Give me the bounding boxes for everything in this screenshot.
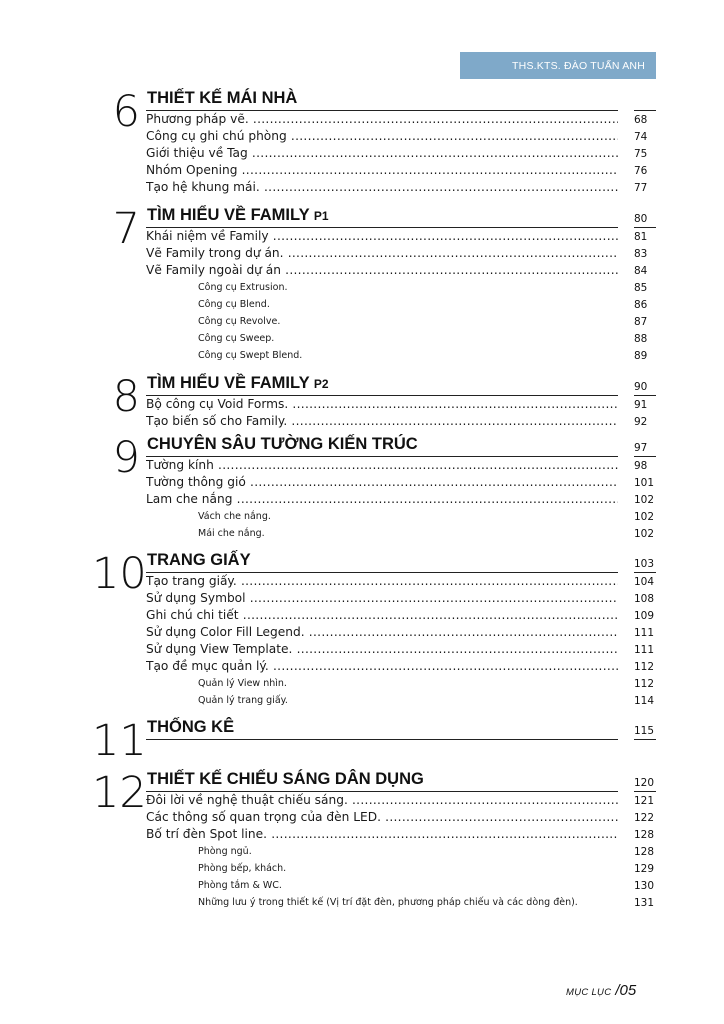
entry-title: Quản lý trang giấy. [198,695,288,706]
toc-entry [0,491,724,508]
author-name: THS.KTS. ĐÀO TUẤN ANH [512,59,645,72]
toc-entry [0,474,724,491]
entry-page-number: 91 [634,399,648,411]
entry-title: Ghi chú chi tiết ..... [146,607,618,624]
entry-page-number: 122 [634,812,655,824]
toc-entry [0,245,724,262]
entry-title: Phòng ngủ. [198,846,252,857]
toc-entry [0,179,724,196]
chapter-heading [146,373,618,396]
entry-page-number: 112 [634,678,655,690]
entry-title: Sử dụng Symbol ..... [146,590,618,607]
chapter-page-number: 120 [634,769,656,792]
chapter-title-text: THIẾT KẾ CHIẾU SÁNG DÂN DỤNG [147,770,424,788]
entry-title: Phòng tắm & WC. [198,880,282,891]
entry-page-number: 108 [634,593,655,605]
entry-page-number: 121 [634,795,655,807]
chapter-title-text: TRANG GIẤY [147,551,251,569]
entry-page-number: 111 [634,627,655,639]
toc-entry [0,573,724,590]
entry-title: Sử dụng Color Fill Legend. ..... [146,624,618,641]
chapter-page-number [634,88,656,111]
entry-list [0,396,724,430]
entry-title: Tạo trang giấy. ..... [146,573,618,590]
toc-entry [0,457,724,474]
entry-page-number: 112 [634,661,655,673]
chapter-page-number: 97 [634,434,656,457]
toc-subentry [0,347,724,364]
entry-title: Khái niệm về Family ..... [146,228,618,245]
entry-page-number: 84 [634,265,648,277]
chapter-title-part: P1 [313,209,329,223]
entry-title: Giới thiệu về Tag ..... [146,145,618,162]
toc-entry [0,262,724,279]
entry-page-number: 68 [634,114,648,126]
chapter-number: 9 [112,433,140,483]
entry-list [0,457,724,542]
entry-title: Vách che nắng. [198,511,271,522]
entry-title: Vẽ Family ngoài dự án ..... [146,262,618,279]
entry-title: Công cụ Sweep. [198,333,275,344]
entry-title: Nhóm Opening ..... [146,162,618,179]
entry-title: Công cụ Revolve. [198,316,281,327]
chapter-title-text: TÌM HIỂU VỀ FAMILY [147,374,310,392]
entry-page-number: 128 [634,829,655,841]
chapter-number: 6 [112,87,140,137]
toc-entry [0,658,724,675]
chapter-title [147,717,234,737]
entry-page-number: 81 [634,231,648,243]
toc-subentry [0,843,724,860]
entry-page-number: 98 [634,460,648,472]
entry-page-number: 102 [634,494,655,506]
page-footer [566,982,636,1000]
entry-page-number: 129 [634,863,655,875]
entry-title: Công cụ ghi chú phòng ..... [146,128,618,145]
entry-title: Những lưu ý trong thiết kế (Vị trí đặt đèn, phương pháp chiếu và các dòng đèn). [198,897,578,908]
entry-page-number: 88 [634,333,648,345]
toc-entry [0,111,724,128]
entry-page-number: 102 [634,528,655,540]
entry-page-number: 74 [634,131,648,143]
toc-entry [0,128,724,145]
entry-title: Mái che nắng. [198,528,265,539]
toc-subentry [0,296,724,313]
chapter-heading [146,88,618,111]
entry-page-number: 77 [634,182,648,194]
chapter-heading [146,550,618,573]
chapter-title-text: TÌM HIỂU VỀ FAMILY [147,206,310,224]
toc-entry [0,607,724,624]
entry-list [0,228,724,364]
entry-page-number: 86 [634,299,648,311]
chapter-number: 8 [112,372,140,422]
entry-title: Sử dụng View Template. ..... [146,641,618,658]
entry-title: Phòng bếp, khách. [198,863,287,874]
entry-title: Công cụ Extrusion. [198,282,288,293]
chapter-heading [146,717,618,740]
entry-page-number: 76 [634,165,648,177]
entry-page-number: 104 [634,576,655,588]
chapter-title [147,373,329,394]
entry-page-number: 75 [634,148,648,160]
chapter-title-text: THỐNG KÊ [147,718,235,736]
toc-entry [0,809,724,826]
entry-list [0,573,724,709]
toc-subentry [0,675,724,692]
toc-entry [0,413,724,430]
chapter-title [147,88,297,108]
entry-page-number: 102 [634,511,655,523]
entry-page-number: 109 [634,610,655,622]
chapter-title [147,434,418,454]
chapter-title-part: P2 [313,377,329,391]
entry-title: Các thông số quan trọng của đèn LED. ..... [146,809,618,826]
toc-entry [0,162,724,179]
chapter-page-number: 90 [634,373,656,396]
chapter-heading [146,769,618,792]
chapter-title [147,550,251,570]
entry-title: Lam che nắng ..... [146,491,618,508]
entry-title: Tường thông gió ..... [146,474,618,491]
toc-entry [0,641,724,658]
toc-subentry [0,894,724,911]
chapter-number: 10 [92,549,147,599]
entry-title: Phương pháp vẽ. ..... [146,111,618,128]
chapter-number: 11 [92,716,147,766]
toc-entry [0,792,724,809]
chapter-page-number: 103 [634,550,656,573]
entry-list [0,792,724,911]
toc-subentry [0,508,724,525]
entry-title: Tạo biến số cho Family. ..... [146,413,618,430]
entry-title: Công cụ Blend. [198,299,270,310]
chapter-page-number: 80 [634,205,656,228]
entry-page-number: 87 [634,316,648,328]
toc-subentry [0,877,724,894]
entry-list [0,111,724,196]
entry-title: Tạo hệ khung mái. ..... [146,179,618,196]
entry-page-number: 85 [634,282,648,294]
toc-entry [0,826,724,843]
toc-subentry [0,692,724,709]
chapter-heading [146,434,618,457]
toc-subentry [0,860,724,877]
entry-page-number: 128 [634,846,655,858]
toc-entry [0,624,724,641]
toc-subentry [0,525,724,542]
entry-page-number: 83 [634,248,648,260]
chapter-number: 7 [112,204,140,254]
entry-page-number: 111 [634,644,655,656]
chapter-number: 12 [92,768,147,818]
entry-page-number: 89 [634,350,648,362]
entry-title: Bố trí đèn Spot line. ..... [146,826,618,843]
entry-title: Tường kính ..... [146,457,618,474]
chapter-title-text: CHUYÊN SÂU TƯỜNG KIẾN TRÚC [147,435,418,453]
entry-title: Quản lý View nhìn. [198,678,287,689]
footer-label: MỤC LỤC [566,987,612,998]
toc-entry [0,228,724,245]
entry-page-number: 92 [634,416,648,428]
toc-subentry [0,279,724,296]
chapter-title-text: THIẾT KẾ MÁI NHÀ [147,89,298,107]
page-number: /05 [615,982,637,999]
toc-entry [0,590,724,607]
entry-page-number: 114 [634,695,655,707]
toc-entry [0,145,724,162]
toc-subentry [0,330,724,347]
chapter-title [147,769,424,789]
entry-title: Vẽ Family trong dự án. ..... [146,245,618,262]
entry-title: Tạo đề mục quản lý. ..... [146,658,618,675]
chapter-heading [146,205,618,228]
entry-title: Bộ công cụ Void Forms. ..... [146,396,618,413]
entry-title: Đôi lời về nghệ thuật chiếu sáng. ..... [146,792,618,809]
toc-entry [0,396,724,413]
chapter-title [147,205,329,226]
entry-page-number: 130 [634,880,655,892]
toc-subentry [0,313,724,330]
chapter-page-number: 115 [634,717,656,740]
entry-title: Công cụ Swept Blend. [198,350,303,361]
entry-page-number: 131 [634,897,655,909]
entry-page-number: 101 [634,477,655,489]
